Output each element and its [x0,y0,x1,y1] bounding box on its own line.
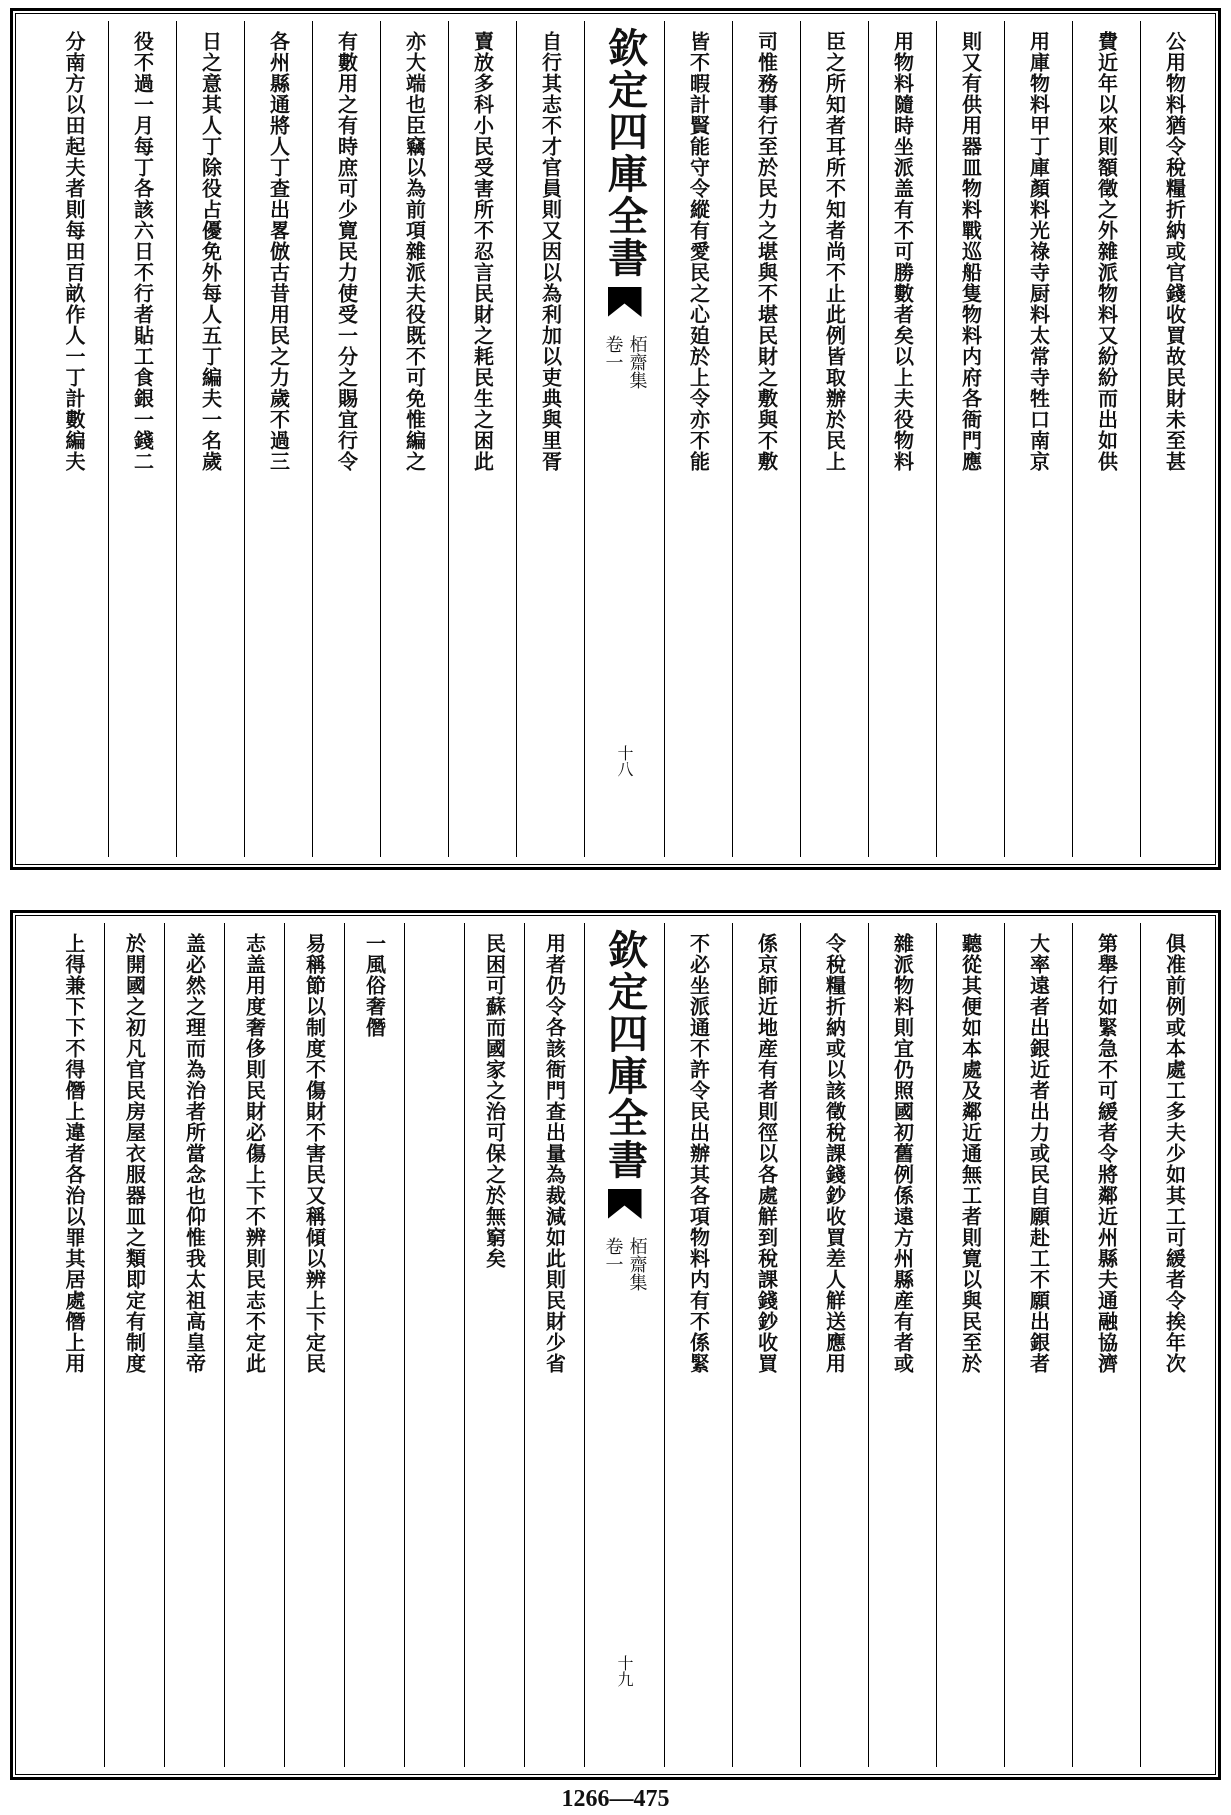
text-column [404,923,464,1767]
column-text: 聽從其便如本處及鄰近通無工者則寛以與民至於 [958,933,983,1374]
text-column [936,923,1004,1767]
column-text: 公用物料猶令稅糧折納或官錢收買故民財未至甚 [1162,31,1187,472]
column-text: 民困可蘇而國家之治可保之於無窮矣 [482,933,507,1269]
column-text: 皆不暇計賢能守令縱有愛民之心廹於上令亦不能 [686,31,711,472]
fishtail-ornament [608,1189,642,1219]
text-column [524,923,584,1767]
column-text: 賣放多科小民受害所不忍言民財之耗民生之困此 [470,31,495,472]
column-text: 用者仍令各該衙門查出量為裁減如此則民財少省 [542,933,567,1374]
column-text: 令稅糧折納或以該徵稅課錢鈔收買差人觧送應用 [822,933,847,1374]
text-column [868,923,936,1767]
text-column [800,923,868,1767]
banxin-title: 欽定四庫全書 [601,27,649,279]
text-column [176,21,244,857]
text-column [164,923,224,1767]
column-text: 日之意其人丁除役占優免外每人五丁編夫一名歲 [198,31,223,472]
column-text: 不必坐派通不許令民出辦其各項物料内有不係緊 [686,933,711,1374]
book-title: 栢齋集 [626,335,648,389]
column-text: 於開國之初凡官民房屋衣服器皿之類即定有制度 [122,933,147,1374]
column-text: 大率遠者出銀近者出力或民自願赴工不願出銀者 [1026,933,1051,1374]
page-top [10,8,1221,870]
column-text: 用物料隨時坐派盖有不可勝數者矣以上夫役物料 [890,31,915,472]
column-text: 自行其志不才官員則又因以為利加以吏典與里胥 [538,31,563,472]
column-text: 一風俗奢僭 [362,933,387,1038]
column-text: 有數用之有時庶可少寛民力使受一分之賜宜行令 [334,31,359,472]
banxin-title: 欽定四庫全書 [601,929,649,1181]
text-column [108,21,176,857]
column-text: 亦大端也臣竊以為前項雜派夫役既不可免惟編之 [402,31,427,472]
text-column [868,21,936,857]
column-text: 盖必然之理而為治者所當念也仰惟我太祖高皇帝 [182,933,207,1374]
text-column [104,923,164,1767]
banxin-subtitle [604,1237,646,1291]
text-column [1072,923,1140,1767]
column-text: 分南方以田起夫者則每田百畝作人一丁計數編夫 [62,31,86,472]
text-column [224,923,284,1767]
text-column [380,21,448,857]
text-column [244,21,312,857]
text-column [1140,923,1208,1767]
text-column [732,923,800,1767]
text-column [44,923,104,1767]
column-text: 用庫物料甲丁庫顏料光祿寺厨料太常寺牲口南京 [1026,31,1051,472]
column-text: 上得兼下下不得僭上違者各治以罪其居處僭上用 [62,933,86,1374]
text-column [448,21,516,857]
text-column [664,923,732,1767]
text-column [464,923,524,1767]
text-column [516,21,584,857]
text-column [1140,21,1208,857]
juan-number: 卷一 [602,1237,624,1273]
page-number: 十八 [615,745,634,777]
book-title: 栢齋集 [626,1237,648,1291]
column-text: 各州縣通將人丁查出畧倣古昔用民之力歲不過三 [266,31,291,472]
banxin-center-strip [584,923,664,1767]
footer-page-code: 1266—475 [561,1786,670,1812]
text-column [1004,923,1072,1767]
page-number: 十九 [615,1655,634,1687]
column-text: 雜派物料則宜仍照國初舊例係遠方州縣産有者或 [890,933,915,1374]
text-column [664,21,732,857]
column-text: 則又有供用器皿物料戰巡船隻物料内府各衙門應 [958,31,983,472]
column-text: 役不過一月每丁各該六日不行者貼工食銀一錢二 [130,31,155,472]
column-text: 第舉行如緊急不可緩者令將鄰近州縣夫通融協濟 [1094,933,1119,1374]
columns-top [23,21,1208,857]
column-text: 俱准前例或本處工多夫少如其工可緩者令挨年次 [1162,933,1187,1374]
columns-bottom [23,923,1208,1767]
column-text: 係京師近地産有者則徑以各處觧到稅課錢鈔收買 [754,933,779,1374]
column-text: 志盖用度奢侈則民財必傷上下不辨則民志不定此 [242,933,267,1374]
juan-number: 卷一 [602,335,624,371]
text-column [732,21,800,857]
text-column [344,923,404,1767]
text-column [1072,21,1140,857]
text-column [284,923,344,1767]
banxin-center-strip [584,21,664,857]
column-text: 易稱節以制度不傷財不害民又稱傾以辨上下定民 [302,933,327,1374]
fishtail-ornament [608,287,642,317]
text-column [312,21,380,857]
page-bottom [10,910,1221,1780]
column-text: 費近年以來則額徵之外雜派物料又紛紛而出如供 [1094,31,1119,472]
text-column [1004,21,1072,857]
column-text: 司惟務事行至於民力之堪與不堪民財之敷與不敷 [754,31,779,472]
text-column [800,21,868,857]
text-column [936,21,1004,857]
text-column [40,21,108,857]
banxin-subtitle [604,335,646,389]
column-text: 臣之所知者耳所不知者尚不止此例皆取辦於民上 [822,31,847,472]
